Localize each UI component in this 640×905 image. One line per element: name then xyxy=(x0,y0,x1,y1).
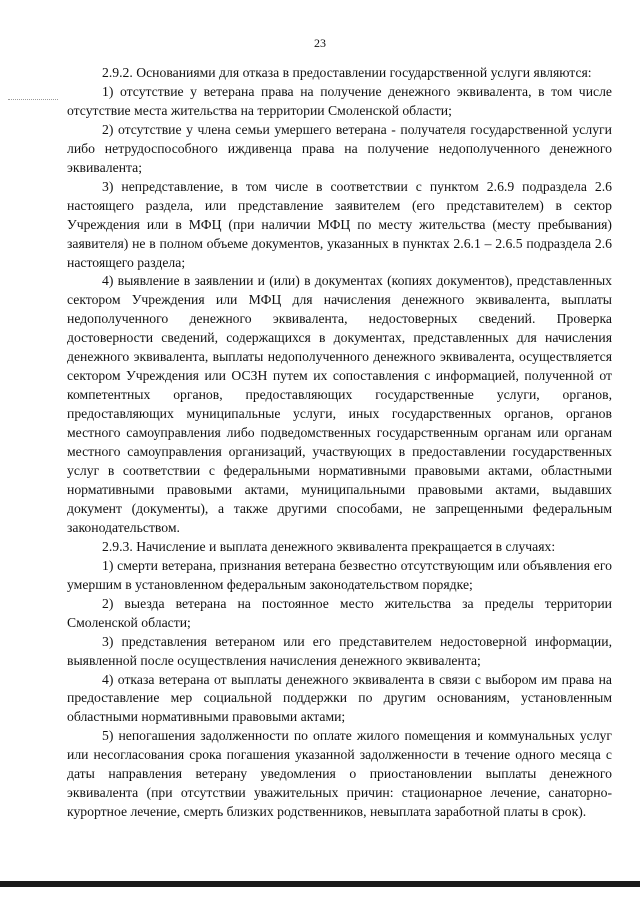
paragraph-refusal-ground-1: 1) отсутствие у ветерана права на получение денежного эквивалента, в том числе отсутствие места жительства на территории Смоленской области; xyxy=(67,83,612,118)
paragraph-termination-case-2: 2) выезда ветерана на постоянное место жительства за пределы территории Смоленской области; xyxy=(67,595,612,630)
document-body xyxy=(67,64,612,822)
paragraph-2-9-2-heading: 2.9.2. Основаниями для отказа в предоставлении государственной услуги являются: xyxy=(102,65,592,80)
paragraph-termination-case-5: 5) непогашения задолженности по оплате жилого помещения и коммунальных услуг или несогласования срока погашения указанной задолженности в течение одного месяца с даты направления ветерану уведомления о приостановлении выплаты денежного эквивалента (при отсутствии уважительных причин: стационарное лечение, санаторно-курортное лечение, смерть близких родственников, невыплата заработной платы в срок). xyxy=(67,728,612,820)
page-number: 23 xyxy=(314,36,326,50)
paragraph-refusal-ground-2: 2) отсутствие у члена семьи умершего ветерана - получателя государственной услуги либо нетрудоспособного иждивенца права на получение недополученного денежного эквивалента; xyxy=(67,121,612,175)
paragraph-2-9-3-heading: 2.9.3. Начисление и выплата денежного эквивалента прекращается в случаях: xyxy=(102,538,556,554)
scan-artifact-mark xyxy=(8,99,58,100)
paragraph-refusal-ground-4: 4) выявление в заявлении и (или) в документах (копиях документов), представленных сектором Учреждения или МФЦ для начисления денежного эквивалента, выплаты недополученного денежного эквивалента, недостоверных сведений. Проверка достоверности сведений, содержащихся в документах, представленных для начисления денежного эквивалента, выплаты недополученного денежного эквивалента, осуществляется сектором Учреждения или ОСЗН путем их сопоставления с информацией, полученной от компетентных органов, предоставляющих государственные услуги, органов, предоставляющих муниципальные услуги, иных государственных органов, органов местного самоуправления либо подведомственных государственным органам или органам местного самоуправления организаций, участвующих в предоставлении государственных услуг в соответствии с федеральными нормативными правовыми актами, областными нормативными правовыми актами, муниципальными правовыми актами, выдавших документ (документы), а также другими способами, не запрещенными федеральным законодательством. xyxy=(67,273,612,535)
paragraph-termination-case-1: 1) смерти ветерана, признания ветерана безвестно отсутствующим или объявления его умершим в установленном федеральным законодательством порядке; xyxy=(67,557,612,592)
paragraph-termination-case-3: 3) представления ветераном или его представителем недостоверной информации, выявленной после осуществления начисления денежного эквивалента; xyxy=(67,633,612,668)
paragraph-termination-case-4: 4) отказа ветерана от выплаты денежного эквивалента в связи с выбором им права на предоставление мер социальной поддержки по другим основаниям, установленным областными нормативными правовыми актами; xyxy=(67,671,612,725)
paragraph-refusal-ground-3: 3) непредставление, в том числе в соответствии с пунктом 2.6.9 подраздела 2.6 настоящего раздела, или представление заявителем (его представителем) в сектор Учреждения или в МФЦ (при наличии МФЦ по месту жительства (месту пребывания) заявителя) не в полном объеме документов, указанных в пунктах 2.6.1 – 2.6.5 подраздела 2.6 настоящего раздела; xyxy=(67,178,612,270)
bottom-scan-border xyxy=(0,881,640,887)
